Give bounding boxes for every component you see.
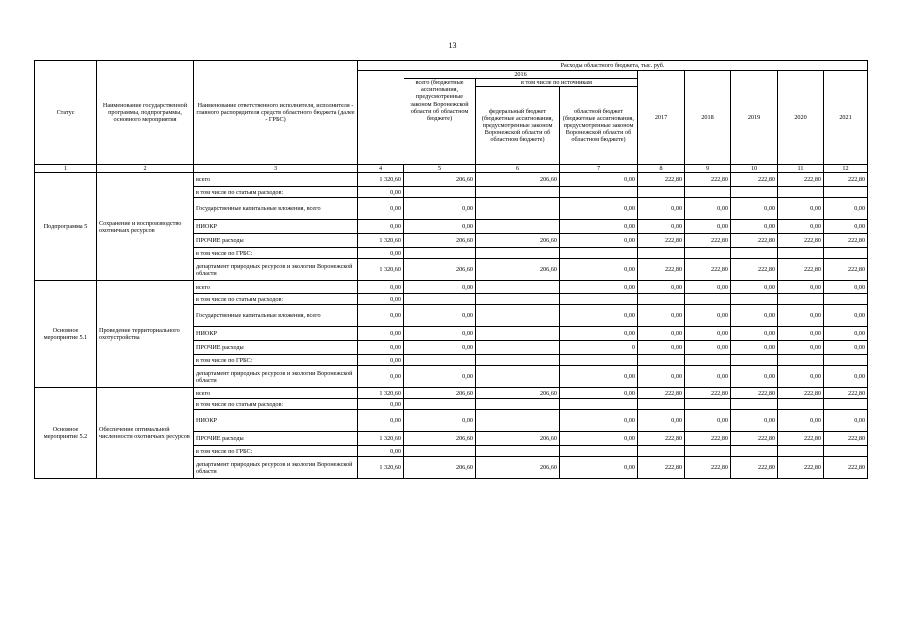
value-cell-c10 [731,446,778,457]
column-number: 6 [476,165,560,173]
value-cell-c12: 222,80 [824,234,868,248]
value-cell-c6 [476,355,560,366]
value-cell-c7 [560,187,638,198]
value-cell-c6 [476,366,560,388]
value-cell-c5: 206,60 [404,173,476,187]
value-cell-c12: 222,80 [824,173,868,187]
value-cell-c6: 206,60 [476,259,560,281]
value-cell-c9 [685,355,731,366]
value-cell-c4: 0,00 [358,355,404,366]
value-cell-c4: 0,00 [358,220,404,234]
column-number: 7 [560,165,638,173]
block-name-cell: Обеспечение оптимальной численности охотничьих ресурсов [97,388,194,479]
value-cell-c6 [476,294,560,305]
value-cell-c8: 222,80 [638,388,685,399]
value-cell-c8: 222,80 [638,259,685,281]
value-cell-c7 [560,248,638,259]
value-cell-c12: 222,80 [824,259,868,281]
value-cell-c7: 0,00 [560,173,638,187]
block-status-cell: Основное мероприятие 5.1 [35,281,97,388]
value-cell-c12: 0,00 [824,410,868,432]
value-cell-c12 [824,294,868,305]
header-executor: Наименование ответственного исполнителя, исполнителя - главного распорядителя средств областного бюджета (далее - ГРБС) [194,61,358,165]
value-cell-c11: 0,00 [778,341,824,355]
value-cell-c7: 0,00 [560,432,638,446]
header-federal-budget: федеральный бюджет (бюджетные ассигнования, предусмотренные законом Воронежской области об областном бюджете) [476,87,560,165]
block-name-cell: Проведение территориального охотустройства [97,281,194,388]
value-cell-c5 [404,399,476,410]
value-cell-c5: 206,60 [404,388,476,399]
value-cell-c11 [778,355,824,366]
value-cell-c9 [685,399,731,410]
value-cell-c6 [476,410,560,432]
row-label-cell: в том числе по ГРБС: [194,446,358,457]
value-cell-c12: 222,80 [824,457,868,479]
value-cell-c7: 0,00 [560,366,638,388]
value-cell-c9: 222,80 [685,234,731,248]
value-cell-c4: 1 320,60 [358,173,404,187]
value-cell-c5: 0,00 [404,327,476,341]
value-cell-c7: 0,00 [560,198,638,220]
value-cell-c4: 0,00 [358,248,404,259]
row-label-cell: Государственные капитальные вложения, всего [194,198,358,220]
value-cell-c5: 206,60 [404,457,476,479]
value-cell-c6 [476,220,560,234]
value-cell-c8: 222,80 [638,432,685,446]
value-cell-c9: 222,80 [685,457,731,479]
column-number: 2 [97,165,194,173]
value-cell-c8: 0,00 [638,220,685,234]
value-cell-c5: 0,00 [404,410,476,432]
header-status: Статус [35,61,97,165]
value-cell-c4: 0,00 [358,446,404,457]
value-cell-c11: 0,00 [778,305,824,327]
value-cell-c9: 0,00 [685,198,731,220]
header-total-2016: всего (бюджетные ассигнования, предусмотренные законом Воронежской области об областном бюджете) [404,79,476,165]
value-cell-c11 [778,446,824,457]
value-cell-c11: 0,00 [778,198,824,220]
value-cell-c6: 206,60 [476,432,560,446]
value-cell-c7: 0,00 [560,259,638,281]
block-status-cell: Основное мероприятие 5.2 [35,388,97,479]
budget-table [34,60,868,479]
value-cell-c6 [476,305,560,327]
value-cell-c11: 0,00 [778,220,824,234]
row-label-cell: департамент природных ресурсов и экологии Воронежской области [194,259,358,281]
value-cell-c4: 0,00 [358,366,404,388]
header-blank-cell [358,71,404,165]
column-number: 8 [638,165,685,173]
header-year-2017: 2017 [638,71,685,165]
value-cell-c12: 222,80 [824,388,868,399]
value-cell-c8: 222,80 [638,234,685,248]
value-cell-c7: 0 [560,341,638,355]
value-cell-c4: 0,00 [358,305,404,327]
value-cell-c5: 0,00 [404,366,476,388]
row-label-cell: в том числе по ГРБС: [194,355,358,366]
value-cell-c5 [404,187,476,198]
value-cell-c11 [778,248,824,259]
value-cell-c10: 0,00 [731,281,778,294]
value-cell-c8 [638,294,685,305]
value-cell-c4: 0,00 [358,410,404,432]
value-cell-c9: 222,80 [685,432,731,446]
value-cell-c8: 0,00 [638,341,685,355]
value-cell-c8 [638,187,685,198]
value-cell-c5: 0,00 [404,341,476,355]
value-cell-c10: 222,80 [731,388,778,399]
row-label-cell: ПРОЧИЕ расходы [194,432,358,446]
header-incl-sources: в том числе по источникам [476,79,638,87]
value-cell-c6 [476,281,560,294]
row-label-cell: всего [194,388,358,399]
value-cell-c8 [638,399,685,410]
value-cell-c9 [685,187,731,198]
value-cell-c9: 0,00 [685,341,731,355]
column-number: 3 [194,165,358,173]
header-year-2020: 2020 [778,71,824,165]
value-cell-c12: 0,00 [824,327,868,341]
value-cell-c8: 0,00 [638,410,685,432]
value-cell-c12 [824,248,868,259]
value-cell-c8 [638,446,685,457]
value-cell-c10: 0,00 [731,198,778,220]
block-status-cell: Подпрограмма 5 [35,173,97,281]
value-cell-c6: 206,60 [476,173,560,187]
value-cell-c8: 222,80 [638,173,685,187]
column-number: 9 [685,165,731,173]
value-cell-c10 [731,355,778,366]
value-cell-c6: 206,60 [476,457,560,479]
value-cell-c5 [404,294,476,305]
value-cell-c11: 0,00 [778,410,824,432]
value-cell-c11 [778,399,824,410]
header-year-2016: 2016 [404,71,638,79]
value-cell-c12 [824,446,868,457]
value-cell-c10: 222,80 [731,173,778,187]
value-cell-c4: 1 320,60 [358,457,404,479]
value-cell-c11: 222,80 [778,388,824,399]
value-cell-c5: 0,00 [404,281,476,294]
value-cell-c10 [731,399,778,410]
row-label-cell: НИОКР [194,327,358,341]
value-cell-c4: 1 320,60 [358,234,404,248]
row-label-cell: всего [194,281,358,294]
value-cell-c4: 0,00 [358,198,404,220]
column-number: 4 [358,165,404,173]
value-cell-c6: 206,60 [476,234,560,248]
value-cell-c12 [824,355,868,366]
value-cell-c11: 0,00 [778,281,824,294]
value-cell-c9: 222,80 [685,388,731,399]
value-cell-c8 [638,355,685,366]
header-year-2021: 2021 [824,71,868,165]
value-cell-c8: 222,80 [638,457,685,479]
value-cell-c10 [731,187,778,198]
value-cell-c4: 0,00 [358,399,404,410]
value-cell-c9: 0,00 [685,366,731,388]
value-cell-c5 [404,446,476,457]
value-cell-c6 [476,399,560,410]
value-cell-c12: 0,00 [824,305,868,327]
value-cell-c11: 222,80 [778,173,824,187]
value-cell-c6 [476,446,560,457]
value-cell-c8: 0,00 [638,198,685,220]
value-cell-c5: 206,60 [404,432,476,446]
value-cell-c11: 222,80 [778,432,824,446]
page-number: 13 [448,41,457,50]
value-cell-c9 [685,248,731,259]
header-year-2019: 2019 [731,71,778,165]
value-cell-c5 [404,248,476,259]
value-cell-c5: 206,60 [404,234,476,248]
value-cell-c11: 222,80 [778,457,824,479]
value-cell-c7: 0,00 [560,388,638,399]
value-cell-c10 [731,248,778,259]
value-cell-c5: 0,00 [404,305,476,327]
value-cell-c12 [824,399,868,410]
column-number: 5 [404,165,476,173]
value-cell-c9: 0,00 [685,410,731,432]
value-cell-c10: 222,80 [731,234,778,248]
value-cell-c5: 0,00 [404,198,476,220]
row-label-cell: всего [194,173,358,187]
value-cell-c11: 0,00 [778,366,824,388]
value-cell-c9: 0,00 [685,305,731,327]
value-cell-c12: 222,80 [824,432,868,446]
table-row [35,388,868,399]
value-cell-c10: 0,00 [731,410,778,432]
row-label-cell: ПРОЧИЕ расходы [194,234,358,248]
value-cell-c9 [685,446,731,457]
value-cell-c11 [778,187,824,198]
row-label-cell: в том числе по статьям расходов: [194,399,358,410]
value-cell-c6 [476,198,560,220]
column-number: 12 [824,165,868,173]
row-label-cell: Государственные капитальные вложения, всего [194,305,358,327]
column-number: 1 [35,165,97,173]
value-cell-c10: 0,00 [731,220,778,234]
value-cell-c10: 0,00 [731,305,778,327]
value-cell-c10: 0,00 [731,327,778,341]
value-cell-c12: 0,00 [824,341,868,355]
row-label-cell: департамент природных ресурсов и экологии Воронежской области [194,457,358,479]
value-cell-c11 [778,294,824,305]
value-cell-c4: 1 320,60 [358,432,404,446]
value-cell-c7: 0,00 [560,220,638,234]
value-cell-c9: 0,00 [685,327,731,341]
value-cell-c9: 222,80 [685,173,731,187]
value-cell-c12: 0,00 [824,198,868,220]
row-label-cell: в том числе по статьям расходов: [194,294,358,305]
row-label-cell: ПРОЧИЕ расходы [194,341,358,355]
value-cell-c7 [560,294,638,305]
value-cell-c10: 222,80 [731,457,778,479]
value-cell-c10: 222,80 [731,259,778,281]
value-cell-c4: 1 320,60 [358,259,404,281]
value-cell-c7: 0,00 [560,234,638,248]
value-cell-c7 [560,355,638,366]
value-cell-c8: 0,00 [638,281,685,294]
table-row [35,281,868,294]
value-cell-c6: 206,60 [476,388,560,399]
value-cell-c11: 222,80 [778,234,824,248]
block-name-cell: Сохранение и воспроизводство охотничьих ресурсов [97,173,194,281]
value-cell-c7: 0,00 [560,457,638,479]
value-cell-c4: 0,00 [358,327,404,341]
row-label-cell: департамент природных ресурсов и экологии Воронежской области [194,366,358,388]
value-cell-c5: 206,60 [404,259,476,281]
table-row [35,173,868,187]
value-cell-c4: 0,00 [358,187,404,198]
value-cell-c4: 0,00 [358,281,404,294]
value-cell-c7 [560,399,638,410]
header-regional-budget: областной бюджет (бюджетные ассигнования, предусмотренные законом Воронежской области об областном бюджете) [560,87,638,165]
value-cell-c10: 0,00 [731,341,778,355]
value-cell-c12 [824,187,868,198]
row-label-cell: в том числе по статьям расходов: [194,187,358,198]
column-number: 11 [778,165,824,173]
column-numbers-row [35,165,868,173]
value-cell-c5 [404,355,476,366]
value-cell-c4: 1 320,60 [358,388,404,399]
header-expenses: Расходы областного бюджета, тыс. руб. [358,61,868,71]
value-cell-c6 [476,327,560,341]
value-cell-c9 [685,294,731,305]
row-label-cell: НИОКР [194,410,358,432]
value-cell-c9: 0,00 [685,220,731,234]
value-cell-c8: 0,00 [638,305,685,327]
value-cell-c7: 0,00 [560,281,638,294]
value-cell-c8: 0,00 [638,327,685,341]
value-cell-c9: 0,00 [685,281,731,294]
value-cell-c6 [476,341,560,355]
value-cell-c12: 0,00 [824,281,868,294]
value-cell-c4: 0,00 [358,294,404,305]
value-cell-c8: 0,00 [638,366,685,388]
value-cell-c7: 0,00 [560,327,638,341]
header-year-2018: 2018 [685,71,731,165]
value-cell-c5: 0,00 [404,220,476,234]
column-number: 10 [731,165,778,173]
row-label-cell: НИОКР [194,220,358,234]
value-cell-c10: 222,80 [731,432,778,446]
value-cell-c6 [476,248,560,259]
value-cell-c8 [638,248,685,259]
value-cell-c10 [731,294,778,305]
value-cell-c12: 0,00 [824,220,868,234]
value-cell-c12: 0,00 [824,366,868,388]
value-cell-c6 [476,187,560,198]
value-cell-c10: 0,00 [731,366,778,388]
value-cell-c11: 222,80 [778,259,824,281]
value-cell-c7: 0,00 [560,410,638,432]
value-cell-c9: 222,80 [685,259,731,281]
value-cell-c11: 0,00 [778,327,824,341]
row-label-cell: в том числе по ГРБС: [194,248,358,259]
value-cell-c4: 0,00 [358,341,404,355]
header-program-name: Наименование государственной программы, подпрограммы, основного мероприятия [97,61,194,165]
value-cell-c7 [560,446,638,457]
value-cell-c7: 0,00 [560,305,638,327]
